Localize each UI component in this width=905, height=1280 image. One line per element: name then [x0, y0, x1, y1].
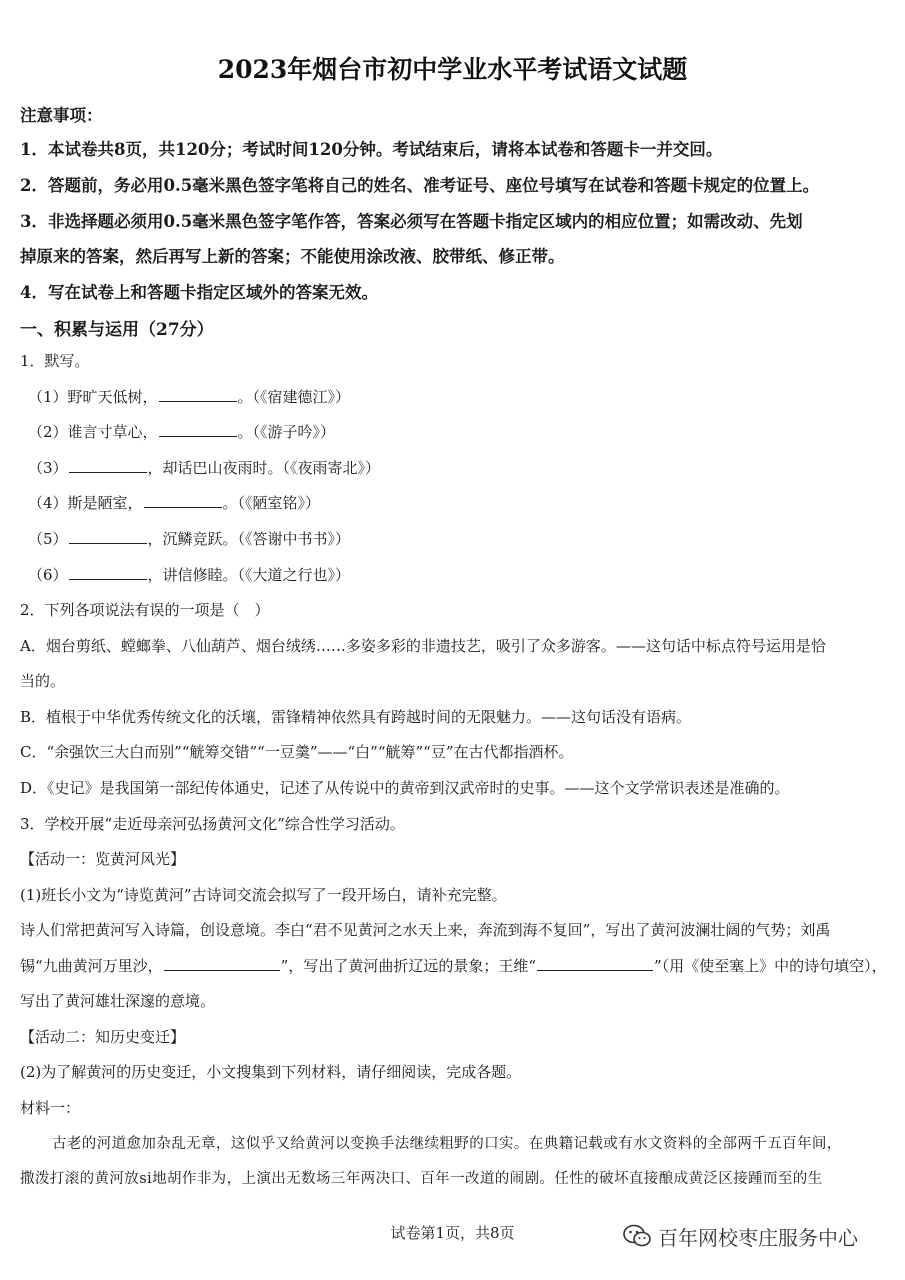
q2-option-a: A．烟台剪纸、螳螂拳、八仙葫芦、烟台绒绣……多姿多彩的非遗技艺，吸引了众多游客。——这句话中标点符号运用是恰: [20, 637, 826, 655]
q2-option-a-cont: 当的。: [20, 672, 66, 690]
notice-item-3: 3．非选择题必须用0.5毫米黑色签字笔作答，答案必须写在答题卡指定区域内的相应位置；如需改动、先划: [20, 212, 803, 231]
q2-option-c: C．“余强饮三大白而别”“觥筹交错”“一豆羹”——“白”“觥筹”“豆”在古代都指酒杯。: [20, 743, 574, 761]
notice-item-1: 1．本试卷共8页，共120分；考试时间120分钟。考试结束后，请将本试卷和答题卡一并交回。: [20, 140, 723, 159]
q1-item-6-after: ，讲信修睦。（《大道之行也》）: [147, 566, 351, 584]
q1-item-4: [28, 492, 320, 513]
q1-item-3: [28, 457, 380, 478]
answer-blank: [159, 422, 237, 437]
q3-p3-part-a: 锡“九曲黄河万里沙，: [20, 957, 163, 975]
answer-blank: [69, 565, 147, 580]
q1-item-4-after: 。（《陋室铭》）: [222, 494, 321, 512]
wechat-icon: [622, 1223, 652, 1249]
answer-blank: [69, 458, 147, 473]
q1-item-2-before: （2）谁言寸草心，: [28, 423, 158, 441]
q3-p3-part-c: ”（用《使至塞上》中的诗句填空），: [654, 957, 887, 975]
q3-stem: 3．学校开展“走近母亲河弘扬黄河文化”综合性学习活动。: [20, 815, 405, 833]
q3-part-2: (2)为了解黄河的历史变迁，小文搜集到下列材料，请仔细阅读，完成各题。: [20, 1063, 522, 1081]
q3-paragraph-1: 诗人们常把黄河写入诗篇，创设意境。李白“君不见黄河之水天上来，奔流到海不复回”，写出了黄河波澜壮阔的气势；刘禹: [20, 921, 831, 939]
q1-item-1-after: 。（《宿建德江》）: [237, 388, 351, 406]
q1-item-3-after: ，却话巴山夜雨时。（《夜雨寄北》）: [147, 459, 381, 477]
notice-heading: 注意事项：: [20, 106, 103, 125]
q2-option-d: D．《史记》是我国第一部纪传体通史，记述了从传说中的黄帝到汉武帝时的史事。——这个文学常识表述是准确的。: [20, 779, 790, 797]
q3-paragraph-2: [20, 955, 887, 976]
answer-blank: [69, 529, 147, 544]
notice-item-3-cont: 掉原来的答案，然后再写上新的答案；不能使用涂改液、胶带纸、修正带。: [20, 247, 565, 266]
q1-item-4-before: （4）斯是陋室，: [28, 494, 143, 512]
material-line-2: 撒泼打滚的黄河放si地胡作非为，上演出无数场三年两决口、百年一改道的闹剧。任性的破坏直接酿成黄泛区接踵而至的生: [20, 1171, 823, 1187]
watermark-text: 百年网校枣庄服务中心: [658, 1225, 858, 1250]
answer-blank: [159, 387, 237, 402]
notice-item-4: 4．写在试卷上和答题卡指定区域外的答案无效。: [20, 283, 378, 302]
material-label: 材料一：: [20, 1099, 81, 1117]
q1-item-6: [28, 564, 350, 585]
watermark: [622, 1222, 858, 1250]
q1-stem: 1．默写。: [20, 352, 90, 370]
q2-stem: 2．下列各项说法有误的一项是（ ）: [20, 601, 270, 619]
q1-item-5-after: ，沉鳞竞跃。（《答谢中书书》）: [147, 530, 351, 548]
answer-blank: [144, 493, 222, 508]
page-footer: 试卷第1页，共8页: [390, 1224, 515, 1242]
q3-paragraph-3: 写出了黄河雄壮深邃的意境。: [20, 992, 216, 1010]
q1-item-1: [28, 386, 350, 407]
answer-blank: [537, 956, 653, 971]
q1-item-1-before: （1）野旷天低树，: [28, 388, 158, 406]
section-heading: 一、积累与运用（27分）: [20, 320, 214, 340]
q2-option-b: B．植根于中华优秀传统文化的沃壤，雷锋精神依然具有跨越时间的无限魅力。——这句话没有语病。: [20, 708, 692, 726]
notice-item-2: 2．答题前，务必用0.5毫米黑色签字笔将自己的姓名、准考证号、座位号填写在试卷和答题卡规定的位置上。: [20, 176, 820, 195]
activity-1-heading: 【活动一：览黄河风光】: [20, 850, 186, 868]
q3-part-1: (1)班长小文为“诗览黄河”古诗词交流会拟写了一段开场白，请补充完整。: [20, 886, 507, 904]
q1-item-6-before: （6）: [28, 566, 68, 584]
answer-blank: [164, 956, 280, 971]
q1-item-5-before: （5）: [28, 530, 68, 548]
page-title: 2023年烟台市初中学业水平考试语文试题: [217, 55, 688, 84]
q3-p3-part-b: ”，写出了黄河曲折辽远的景象；王维“: [280, 957, 537, 975]
q1-item-3-before: （3）: [28, 459, 68, 477]
q1-item-5: [28, 528, 350, 549]
q1-item-2: [28, 421, 335, 442]
q1-item-2-after: 。（《游子吟》）: [237, 423, 336, 441]
material-line-1: 古老的河道愈加杂乱无章，这似乎又给黄河以变换手法继续粗野的口实。在典籍记载或有水文资料的全部两千五百年间，: [52, 1136, 842, 1152]
activity-2-heading: 【活动二：知历史变迁】: [20, 1028, 186, 1046]
